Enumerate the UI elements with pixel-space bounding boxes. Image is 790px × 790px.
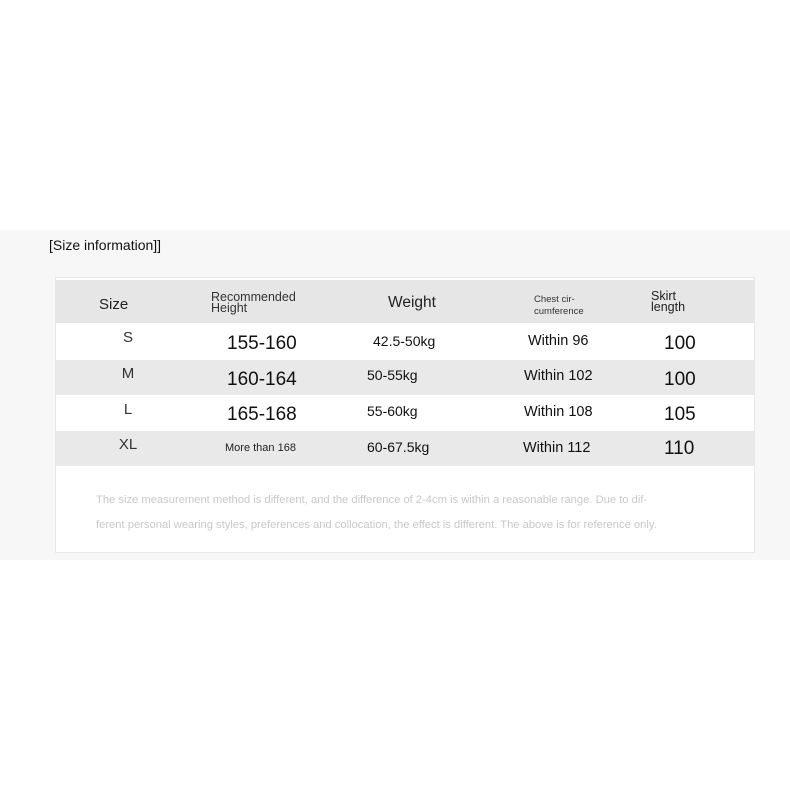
cell-skirt-length: 110 xyxy=(664,438,695,459)
cell-size: M xyxy=(121,365,135,382)
cell-skirt-length: 100 xyxy=(664,369,696,390)
cell-weight: 60-67.5kg xyxy=(367,439,430,455)
header-chest: Chest cir-cumference xyxy=(534,294,584,317)
header-height: Recommended Height xyxy=(211,290,296,315)
cell-size: L xyxy=(123,401,133,418)
section-title: [Size information]] xyxy=(49,237,162,253)
cell-chest: Within 102 xyxy=(524,368,593,384)
cell-skirt-length: 100 xyxy=(664,333,696,354)
cell-size: S xyxy=(122,329,133,346)
cell-weight: 42.5-50kg xyxy=(373,333,436,349)
cell-height: 160-164 xyxy=(227,369,297,390)
note-line: ferent personal wearing styles, preferences and collocation, the effect is different. The above is for reference only. xyxy=(96,519,657,531)
table-row xyxy=(56,324,754,359)
header-weight: Weight xyxy=(388,294,436,311)
cell-chest: Within 108 xyxy=(524,404,593,420)
size-note xyxy=(96,488,736,538)
table-header-row xyxy=(56,280,754,323)
table-row xyxy=(56,360,754,395)
cell-size: XL xyxy=(118,436,138,453)
cell-weight: 55-60kg xyxy=(367,403,418,419)
cell-height: More than 168 xyxy=(225,442,296,454)
header-size: Size xyxy=(99,296,129,313)
cell-height: 155-160 xyxy=(227,333,297,354)
table-row xyxy=(56,431,754,466)
note-line: The size measurement method is different, and the difference of 2-4cm is within a reasonable range. Due to dif- xyxy=(96,494,648,506)
size-table xyxy=(55,277,755,553)
cell-chest: Within 96 xyxy=(528,333,589,349)
header-skirt-length: Skirt length xyxy=(651,289,686,314)
table-row xyxy=(56,396,754,431)
cell-chest: Within 112 xyxy=(523,440,591,456)
cell-skirt-length: 105 xyxy=(664,404,696,425)
cell-height: 165-168 xyxy=(227,404,297,425)
cell-weight: 50-55kg xyxy=(367,367,418,383)
